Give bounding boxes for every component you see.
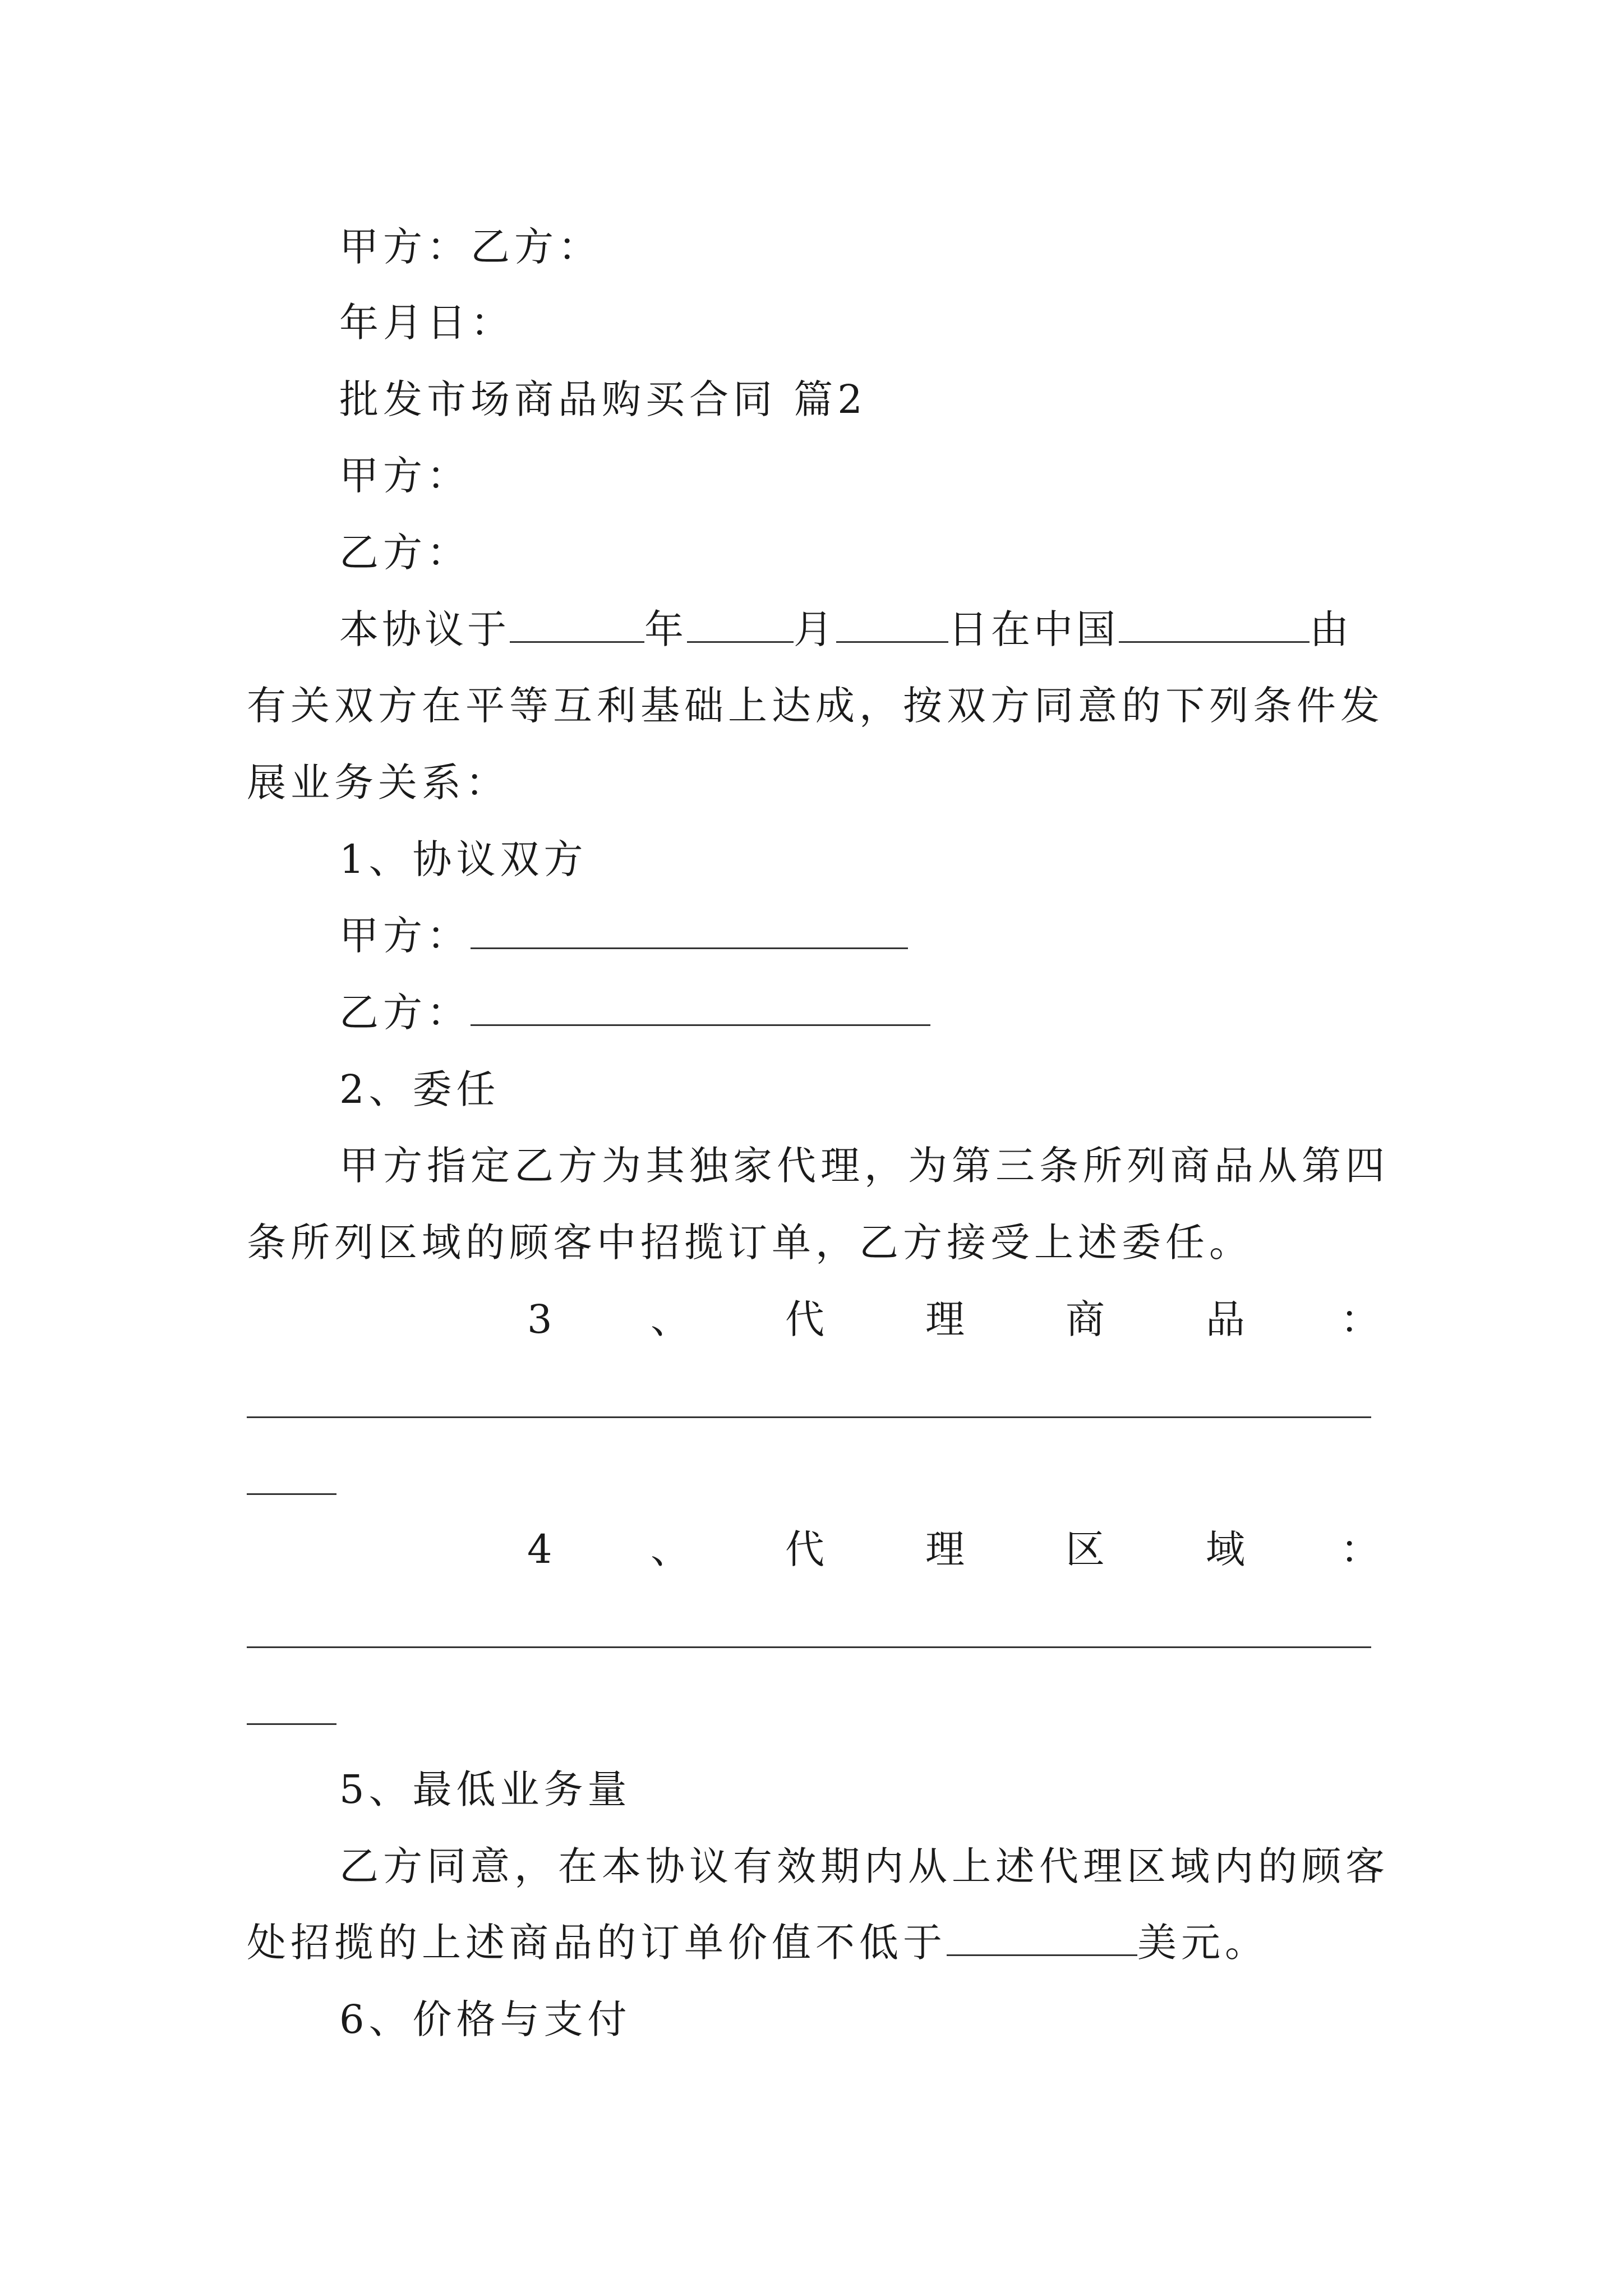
date-line: 年月日：: [339, 300, 514, 346]
section-4-heading: [247, 1521, 1394, 1577]
party-b-label-2: 乙方：: [339, 990, 471, 1036]
section-1-party-a: [339, 908, 908, 964]
place-blank: [1119, 606, 1310, 643]
section-2-para-line-2: 条所列区域的顾客中招揽订单，乙方接受上述委任。: [247, 1220, 1253, 1266]
s3-char-6: 品: [1206, 1296, 1245, 1342]
s3-char-1: 3: [527, 1296, 552, 1342]
party-b-label: 乙方：: [339, 530, 471, 576]
s3-char-7: ：: [1340, 1296, 1380, 1342]
intro-text-day: 日在中国: [948, 606, 1119, 652]
section-5-para-line-2: [247, 1915, 1269, 1971]
intro-text-1: 本协议于: [339, 606, 510, 652]
min-value-text: 处招揽的上述商品的订单价值不低于: [247, 1920, 947, 1966]
intro-continuation: 有关双方在平等互利基础上达成，按双方同意的下列条件发: [247, 683, 1384, 729]
s4-char-4: 理: [925, 1526, 965, 1572]
s4-char-6: 域: [1206, 1526, 1245, 1572]
s3-char-5: 商: [1066, 1296, 1105, 1342]
s4-char-3: 代: [785, 1526, 824, 1572]
section-1-heading: 1、协议双方: [339, 836, 588, 882]
section-3-heading: [247, 1291, 1394, 1347]
section-2-heading: 2、委任: [339, 1066, 500, 1112]
party-a-blank: [471, 913, 908, 949]
section-5-para-line-1: 乙方同意，在本协议有效期内从上述代理区域内的顾客: [339, 1843, 1389, 1889]
party-b-blank: [471, 990, 930, 1026]
agreement-intro-line: [339, 601, 1352, 657]
section-1-party-b: [339, 984, 930, 1041]
s4-char-7: ：: [1340, 1526, 1380, 1572]
party-a-label: 甲方：: [339, 453, 471, 499]
section-6-heading: 6、价格与支付: [339, 1996, 631, 2042]
s3-char-4: 理: [925, 1296, 965, 1342]
s3-char-2: 、: [651, 1296, 690, 1342]
intro-text-month: 月: [794, 606, 836, 652]
s3-char-3: 代: [785, 1296, 824, 1342]
day-blank: [836, 606, 948, 643]
s4-char-5: 区: [1066, 1526, 1105, 1572]
section-4-fill-line-end: [247, 1723, 336, 1725]
contract-title: 批发市场商品购买合同 篇2: [339, 376, 867, 422]
month-blank: [687, 606, 794, 643]
section-3-fill-line-end: [247, 1493, 336, 1495]
year-blank: [510, 606, 644, 643]
s4-char-2: 、: [651, 1526, 690, 1572]
party-a-label-2: 甲方：: [339, 913, 471, 959]
section-2-para-line-1: 甲方指定乙方为其独家代理，为第三条所列商品从第四: [339, 1143, 1389, 1189]
intro-text-by: 由: [1310, 606, 1352, 652]
amount-blank: [947, 1920, 1137, 1956]
s4-char-1: 4: [527, 1526, 552, 1572]
section-4-fill-line: [247, 1646, 1371, 1648]
section-3-fill-line: [247, 1416, 1371, 1418]
usd-text: 美元。: [1137, 1920, 1269, 1966]
intro-text-year: 年: [644, 606, 687, 652]
party-a-b-line: 甲方：乙方：: [339, 224, 602, 270]
section-5-heading: 5、最低业务量: [339, 1766, 631, 1812]
intro-end: 展业务关系：: [247, 760, 509, 806]
